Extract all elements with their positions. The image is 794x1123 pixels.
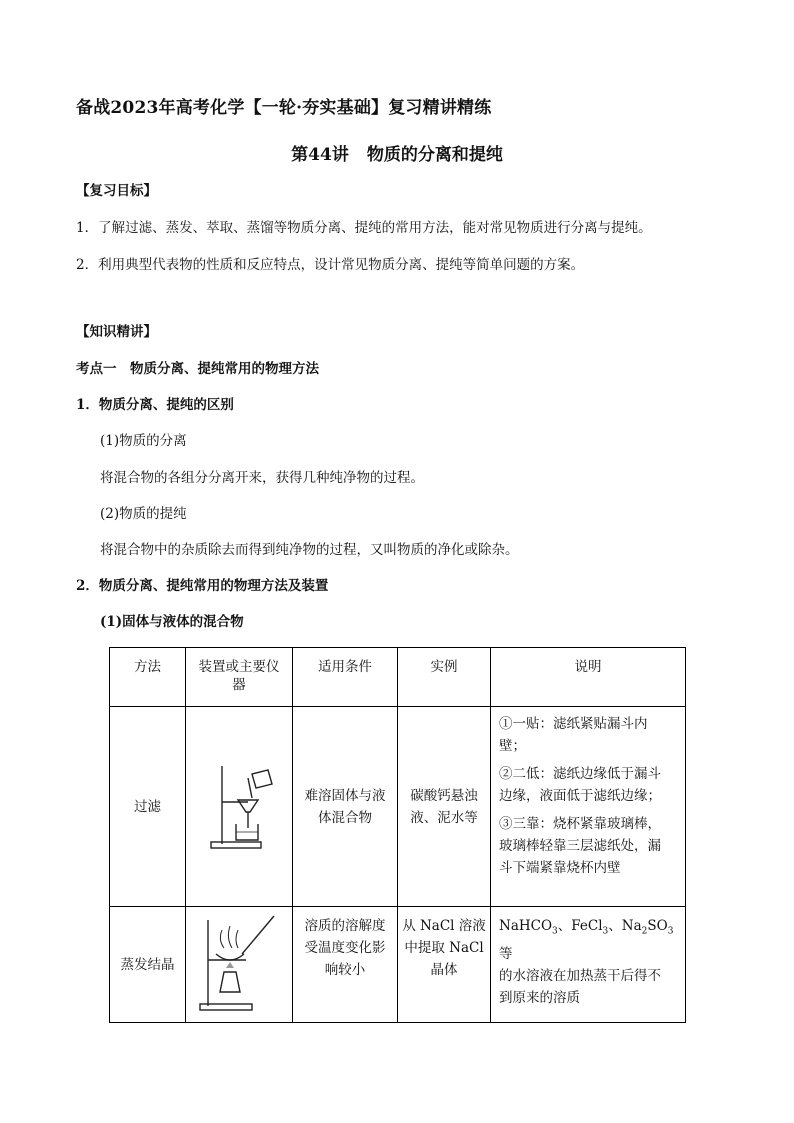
header-condition: 适用条件 (293, 648, 398, 707)
section-1a-text: 将混合物的各组分分离开来，获得几种纯净物的过程。 (100, 470, 424, 486)
header-example: 实例 (398, 648, 491, 707)
lecture-number: 第44讲 (291, 145, 349, 165)
header-note: 说明 (491, 648, 686, 707)
row2-method: 蒸发结晶 (110, 907, 186, 1023)
filtration-apparatus-icon (186, 752, 291, 862)
section-2a-title: (1)固体与液体的混合物 (100, 614, 244, 630)
row1-condition: 难溶固体与液 体混合物 (293, 707, 398, 907)
row1-example: 碳酸钙悬浊 液、泥水等 (398, 707, 491, 907)
kaodian-heading: 考点一 物质分离、提纯常用的物理方法 (76, 361, 319, 377)
knowledge-heading: 【知识精讲】 (76, 324, 157, 340)
review-heading: 【复习目标】 (76, 183, 157, 199)
row2-example: 从 NaCl 溶液 中提取 NaCl 晶体 (398, 907, 491, 1023)
row2-note: NaHCO$_3$、FeCl$_3$、$Na_2SO_3$等 的水溶液在加热蒸干后得不 到原来的溶质 (491, 907, 686, 1023)
table-row (110, 907, 686, 1023)
methods-table (109, 647, 686, 1023)
document-title: 备战2023年高考化学【一轮·夯实基础】复习精讲精练 (76, 98, 492, 118)
section-1a-title: (1)物质的分离 (100, 433, 187, 449)
header-device: 装置或主要仪 器 (186, 648, 293, 707)
evaporation-apparatus-icon (186, 910, 291, 1020)
row2-device (186, 907, 293, 1023)
lecture-title (0, 140, 794, 165)
table-row (110, 707, 686, 907)
review-item-1: 1．了解过滤、蒸发、萃取、蒸馏等物质分离、提纯的常用方法，能对常见物质进行分离与提纯。 (76, 220, 652, 236)
row1-method: 过滤 (110, 707, 186, 907)
review-item-2: 2．利用典型代表物的性质和反应特点，设计常见物质分离、提纯等简单问题的方案。 (76, 257, 585, 273)
header-method: 方法 (110, 648, 186, 707)
table-header-row (110, 648, 686, 707)
row1-device (186, 707, 293, 907)
lecture-topic: 物质的分离和提纯 (366, 145, 503, 165)
section-1b-title: (2)物质的提纯 (100, 506, 187, 522)
section-1b-text: 将混合物中的杂质除去而得到纯净物的过程，又叫物质的净化或除杂。 (100, 542, 519, 558)
row2-condition: 溶质的溶解度 受温度变化影 响较小 (293, 907, 398, 1023)
row1-note: ①一贴：滤纸紧贴漏斗内 壁； ②二低：滤纸边缘低于漏斗 边缘，液面低于滤纸边缘； ③三靠：烧杯紧靠玻璃棒， 玻璃棒轻靠三层滤纸处，漏 斗下端紧靠烧杯内壁 (491, 707, 686, 907)
section-2-title: 2．物质分离、提纯常用的物理方法及装置 (76, 578, 329, 594)
section-1-title: 1．物质分离、提纯的区别 (76, 397, 234, 413)
